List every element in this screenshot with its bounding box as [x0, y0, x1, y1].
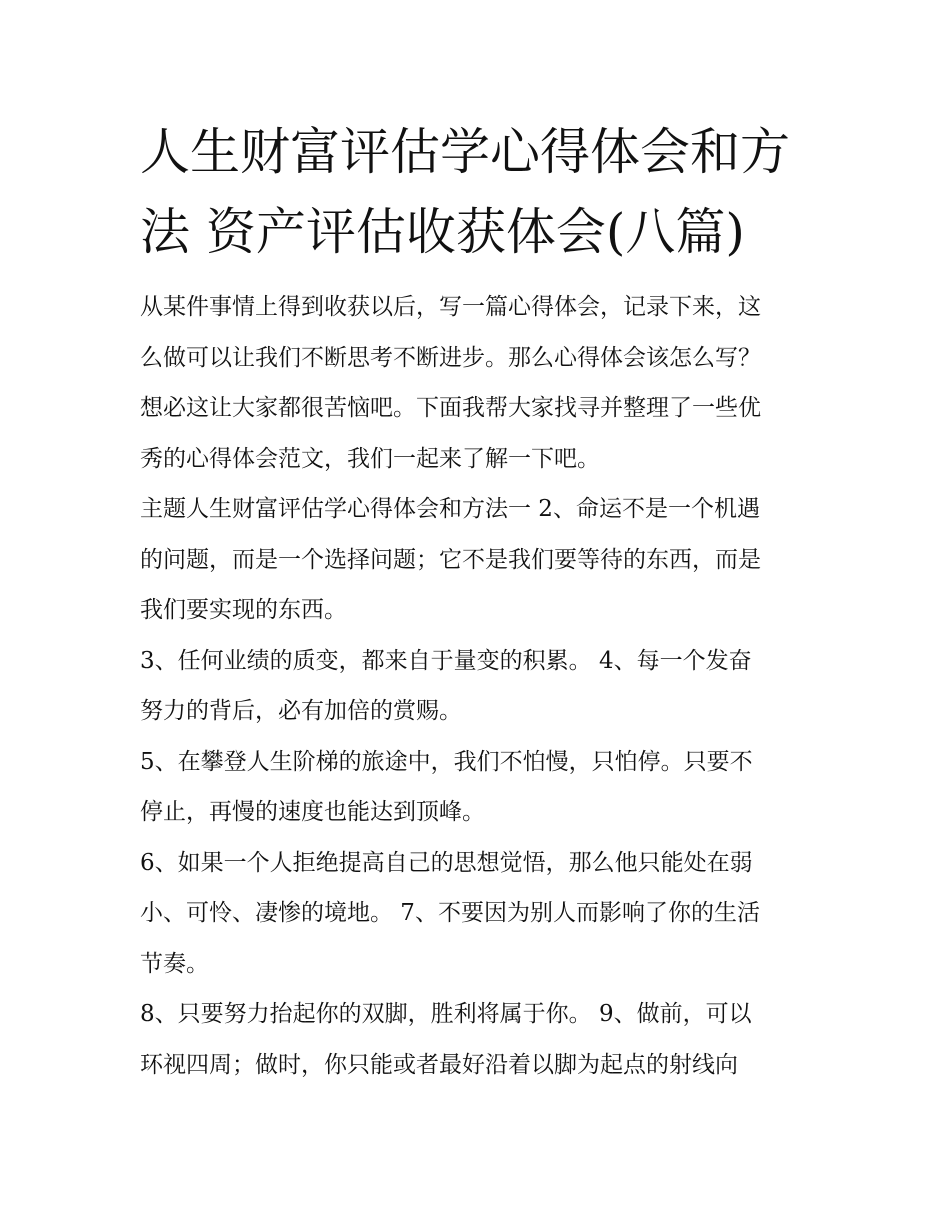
- text-line: 停止，再慢的速度也能达到顶峰。: [140, 799, 485, 825]
- text-line: 想必这让大家都很苦恼吧。下面我帮大家找寻并整理了一些优: [140, 395, 761, 421]
- title-line: 人生财富评估学心得体会和方: [140, 123, 790, 181]
- text-line: 5、在攀登人生阶梯的旅途中，我们不怕慢，只怕停。只要不: [140, 748, 753, 775]
- section-paragraph: [140, 484, 815, 636]
- text-line: 么做可以让我们不断思考不断进步。那么心得体会该怎么写？: [140, 344, 761, 371]
- title-line: 法 资产评估收获体会(八篇): [140, 203, 745, 261]
- quote-paragraph: [140, 636, 815, 737]
- text-line: 6、如果一个人拒绝提高自己的思想觉悟，那么他只能处在弱: [140, 849, 753, 876]
- text-line: 努力的背后，必有加倍的赏赐。: [140, 698, 462, 724]
- quote-paragraph: [140, 989, 815, 1090]
- intro-paragraph: [140, 282, 815, 484]
- document-title: [140, 112, 815, 272]
- text-line: 的问题，而是一个选择问题；它不是我们要等待的东西，而是: [140, 546, 761, 573]
- quote-paragraph: [140, 737, 815, 838]
- text-line: 从某件事情上得到收获以后，写一篇心得体会，记录下来，这: [140, 294, 761, 320]
- text-line: 我们要实现的东西。: [140, 597, 347, 623]
- text-line: 8、只要努力抬起你的双脚，胜利将属于你。 9、做前，可以: [140, 1001, 752, 1027]
- text-line: 3、任何业绩的质变，都来自于量变的积累。 4、每一个发奋: [140, 647, 752, 674]
- text-line: 节奏。: [140, 950, 209, 977]
- text-line: 小、可怜、凄惨的境地。 7、不要因为别人而影响了你的生活: [140, 900, 760, 926]
- text-line: 主题人生财富评估学心得体会和方法一 2、命运不是一个机遇: [140, 496, 760, 522]
- text-line: 秀的心得体会范文，我们一起来了解一下吧。: [140, 445, 600, 472]
- document-page: [140, 112, 815, 1090]
- text-line: 环视四周；做时，你只能或者最好沿着以脚为起点的射线向: [140, 1051, 738, 1078]
- quote-paragraph: [140, 838, 815, 990]
